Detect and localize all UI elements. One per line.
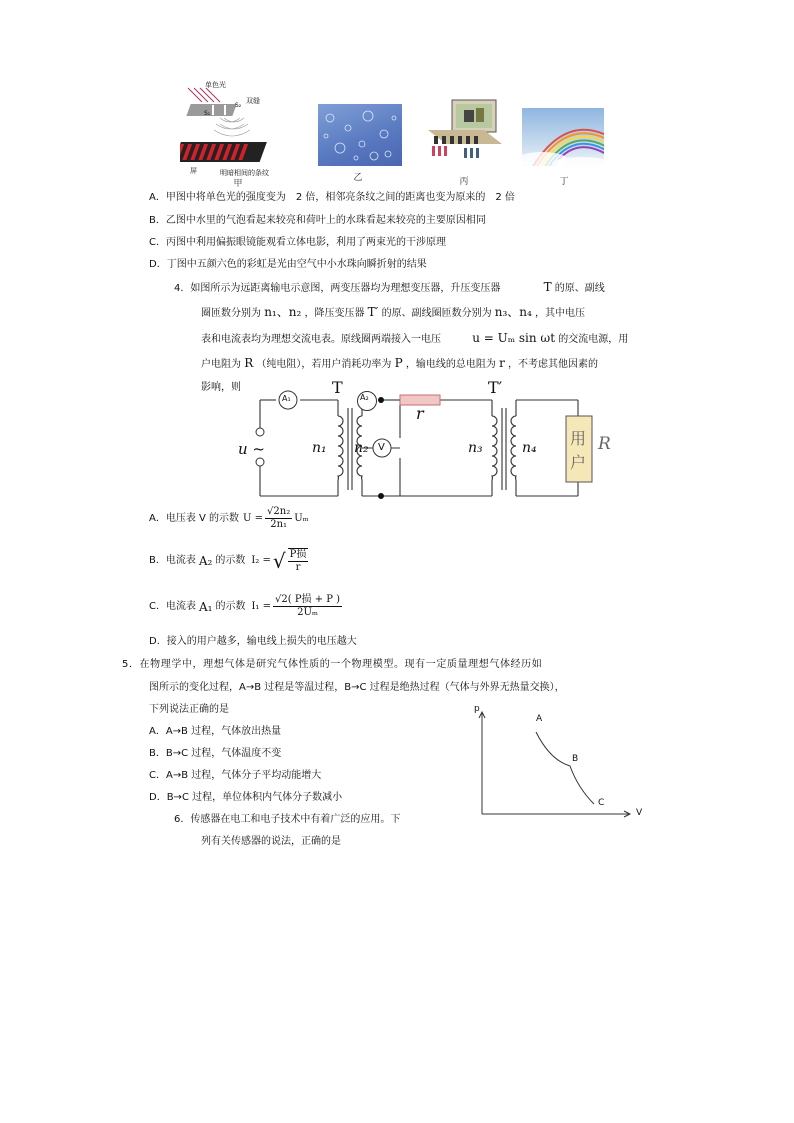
junction-top	[378, 397, 384, 403]
q4-option-b-lhs: I₂ =	[251, 555, 271, 566]
q4-l2b: n₁、n₂	[264, 305, 302, 319]
q4-l1a: 4．如图所示为远距离输电示意图，两变压器均为理想变压器，升压变压器	[174, 283, 501, 294]
junction-bottom	[378, 493, 384, 499]
label-u: u ~	[238, 440, 265, 458]
figure-ding	[522, 108, 604, 166]
q4-option-c	[149, 594, 344, 619]
pv-point-a: A	[536, 714, 543, 724]
q4-l3a: 表和电流表均为理想交流电表。原线圈两端接入一电压	[201, 334, 441, 345]
q4-l3c: 的交流电源，用	[558, 334, 629, 345]
label-t-prime: T′	[488, 378, 503, 397]
q4-option-a-num: √2n₂	[267, 506, 291, 517]
caption-yi: 乙	[353, 173, 363, 183]
label-a1: A₁	[282, 394, 291, 403]
label-r: r	[416, 404, 424, 423]
q3-option-c: C．丙图中利用偏振眼镜能观看立体电影，利用了两束光的干涉原理	[149, 237, 446, 248]
terminal-bottom	[256, 458, 264, 466]
q5-option-d: D．B→C 过程，单位体积内气体分子数减小	[149, 792, 343, 803]
q4-option-c-text2: 的示数	[215, 600, 246, 612]
q4-option-c-text: C．电流表	[149, 600, 196, 612]
q4-line-1	[174, 280, 605, 296]
pv-point-b: B	[572, 754, 579, 764]
q4-l4a: 户电阻为	[201, 359, 241, 370]
jia-label-light: 单色光	[205, 81, 226, 89]
pv-graph	[470, 704, 650, 826]
label-user-2: 户	[570, 453, 587, 472]
jia-label-s2: S₂	[235, 102, 242, 109]
sqrt-icon: √	[272, 549, 286, 573]
q4-l2e: 的原、副线圈匝数分别为	[381, 308, 492, 319]
caption-bing: 丙	[459, 177, 469, 187]
pv-ylabel: p	[474, 704, 480, 714]
q4-option-c-lhs: I₁ =	[251, 600, 271, 612]
q4-l2c: ，降压变压器	[304, 308, 365, 319]
label-n1: n₁	[312, 440, 327, 456]
q4-option-b-den: r	[295, 562, 301, 573]
q3-option-b: B．乙图中水里的气泡看起来较亮和荷叶上的水珠看起来较亮的主要原因相同	[149, 215, 486, 226]
label-a2: A₂	[360, 393, 369, 402]
q3-option-d: D．丁图中五颜六色的彩虹是光由空气中小水珠向瞬折射的结果	[149, 259, 427, 270]
q3-option-a: A．甲图中将单色光的强度变为 2 倍，相邻亮条纹之间的距离也变为原来的 2 倍	[149, 192, 515, 203]
pv-xlabel: V	[636, 808, 643, 818]
figure-bing	[424, 96, 506, 166]
q4-option-b-num: P损	[289, 549, 307, 560]
jia-label-s1: S₁	[204, 110, 211, 117]
q4-l4e: ，输电线的总电阻为	[405, 359, 496, 370]
process-curve	[536, 732, 594, 804]
q4-l4g: ，不考虑其他因素的	[508, 359, 598, 370]
q4-line-2	[201, 305, 585, 321]
q4-l4c: （纯电阻），若用户消耗功率为	[256, 359, 392, 370]
q4-option-c-num: √2( P损 + P )	[275, 594, 341, 605]
label-user-1: 用	[570, 429, 587, 448]
figure-yi	[318, 104, 402, 166]
jia-label-slit: 双缝	[246, 97, 260, 105]
q4-line-4	[201, 356, 598, 372]
circuit-diagram	[232, 378, 622, 500]
q4-option-b-fraction	[288, 548, 309, 574]
q5-option-c: C．A→B 过程，气体分子平均动能增大	[149, 770, 322, 781]
figure-jia	[180, 81, 300, 184]
jia-label-fringes: 明暗相间的条纹	[220, 169, 269, 177]
label-n4: n₄	[522, 440, 537, 456]
q4-option-a-den: 2n₁	[270, 519, 288, 530]
q4-l4b: R	[244, 356, 254, 370]
q4-l2a: 圈匝数分别为	[201, 308, 261, 319]
q4-line-3	[201, 331, 628, 347]
q4-option-a-fraction	[265, 506, 292, 531]
q6-line-1: 6．传感器在电工和电子技术中有着广泛的应用。下	[174, 814, 401, 825]
q4-l2d: T′	[367, 305, 379, 319]
q4-option-b-text2: 的示数	[215, 555, 246, 566]
q4-l3b: u = Uₘ sin ωt	[472, 331, 556, 345]
label-v: V	[378, 442, 385, 453]
q5-line-2: 图所示的变化过程，A→B 过程是等温过程，B→C 过程是绝热过程（气体与外界无热量交换），	[149, 682, 565, 693]
q4-option-a	[149, 506, 309, 531]
q5-option-a: A．A→B 过程，气体放出热量	[149, 726, 282, 737]
q5-line-1: 5．在物理学中，理想气体是研究气体性质的一个物理模型。现有一定质量理想气体经历如	[122, 659, 543, 670]
q6-line-2: 列有关传感器的说法，正确的是	[201, 836, 341, 847]
q4-option-b	[149, 548, 310, 574]
label-R: R	[598, 434, 611, 454]
q4-option-a-lhs: U =	[243, 512, 264, 524]
q4-option-d: D．接入的用户越多，输电线上损失的电压越大	[149, 636, 357, 647]
q5-line-3: 下列说法正确的是	[149, 704, 229, 715]
q4-option-c-fraction	[273, 594, 342, 619]
q4-l1c: 的原、副线	[554, 283, 605, 294]
q4-option-b-text: B．电流表	[149, 555, 196, 566]
q4-option-a-text: A．电压表 V 的示数	[149, 512, 240, 524]
q4-option-a-tail: Uₘ	[294, 512, 309, 524]
q4-l4d: P	[394, 356, 403, 370]
pv-point-c: C	[598, 798, 605, 808]
q4-l1b: T	[543, 280, 552, 294]
q4-l2g: ，其中电压	[535, 308, 586, 319]
label-n3: n₃	[468, 440, 483, 456]
label-n2: n₂	[354, 440, 369, 456]
q4-l4f: r	[499, 356, 505, 370]
q4-option-b-sym: A₂	[198, 554, 213, 568]
caption-jia: 甲	[233, 179, 243, 189]
q4-l2f: n₃、n₄	[494, 305, 532, 319]
jia-label-screen: 屏	[190, 167, 197, 175]
q4-line-5: 影响，则	[201, 382, 241, 393]
q4-option-c-sym: A₁	[198, 599, 213, 614]
caption-ding: 丁	[559, 177, 569, 187]
q5-option-b: B．B→C 过程，气体温度不变	[149, 748, 282, 759]
q4-option-c-den: 2Uₘ	[297, 607, 319, 618]
label-t: T	[332, 378, 343, 397]
terminal-top	[256, 428, 264, 436]
